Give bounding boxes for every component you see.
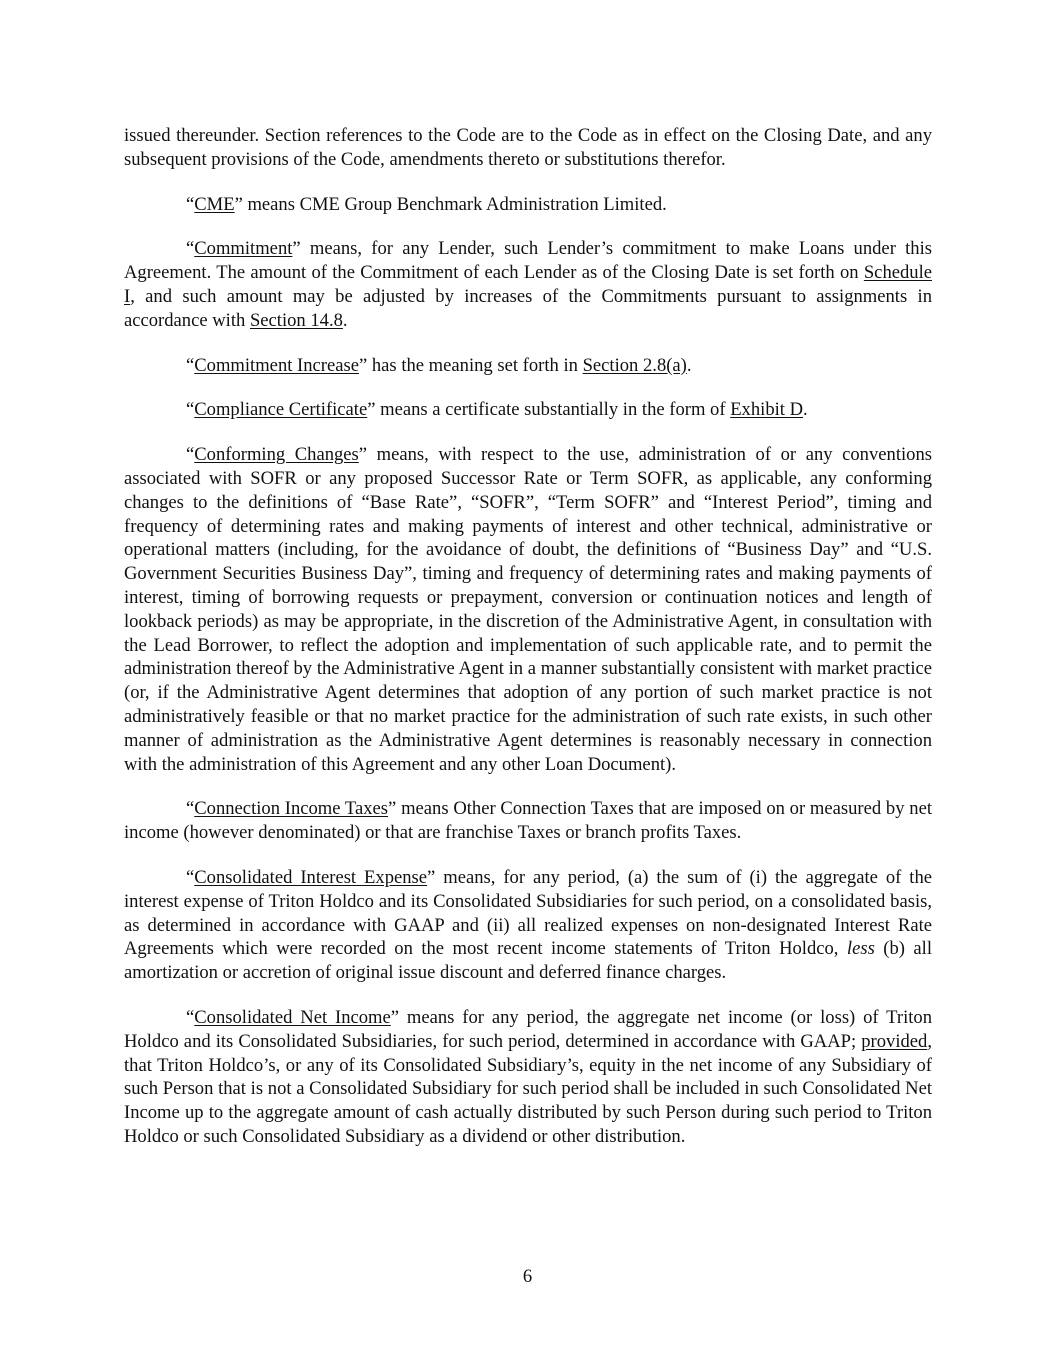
definition-text: ” means, for any period, (a) the sum of (i) the aggregate of the interest expense of Triton Holdco and its Consolidated Subsidiaries for such period, on a consolidated basis, as determined in accordance with GAAP and (ii) all realized expenses on non-designated Interest Rate Agreements which were recorded on the most recent income statements of Triton Holdco, [124, 866, 932, 960]
defined-term-consolidated-interest-expense: Consolidated Interest Expense [194, 866, 428, 888]
open-quote: “ [186, 444, 195, 466]
definition-compliance-certificate [124, 398, 932, 422]
definition-conforming-changes [124, 443, 932, 776]
underlined-provided: provided [861, 1030, 928, 1052]
page-number: 6 [522, 1266, 533, 1287]
definition-text: , and such amount may be adjusted by increases of the Commitments pursuant to assignments in accordance with [124, 285, 932, 331]
open-quote: “ [186, 866, 195, 888]
defined-term-consolidated-net-income: Consolidated Net Income [194, 1006, 391, 1028]
definition-text: ” means a certificate substantially in the form of [367, 399, 731, 421]
defined-term-commitment: Commitment [194, 238, 293, 260]
defined-term-compliance-certificate: Compliance Certificate [194, 399, 368, 421]
definition-connection-income-taxes [124, 797, 932, 845]
cross-reference-section-2-8a: Section 2.8(a) [582, 354, 687, 376]
definition-text: (b) all amortization or accretion of original issue discount and deferred finance charges. [124, 938, 933, 984]
definition-consolidated-net-income [124, 1006, 932, 1149]
open-quote: “ [186, 1006, 195, 1028]
italic-less: less [846, 938, 875, 960]
definition-text: ” means, with respect to the use, administration of or any conventions associated with SOFR or any proposed Successor Rate or Term SOFR, as applicable, any conforming changes to the definitions of “Base Rate”, “SOFR”, “Term SOFR” and “Interest Period”, timing and frequency of determining rates and making payments of interest and other technical, administrative or operational matters (including, for the avoidance of doubt, the definitions of “Business Day” and “U.S. Government Securities Business Day”, timing and frequency of determining rates and making payments of interest, timing of borrowing requests or prepayment, conversion or continuation notices and length of lookback periods) as may be appropriate, in the discretion of the Administrative Agent, in consultation with the Lead Borrower, to reflect the adoption and implementation of such applicable rate, and to permit the administration thereof by the Administrative Agent in a manner substantially consistent with market practice (or, if the Administrative Agent determines that adoption of any portion of such market practice is not administratively feasible or that no market practice for the administration of such rate exists, in such other manner of administration as the Administrative Agent determines is reasonably necessary in connection with the administration of this Agreement and any other Loan Document). [124, 444, 932, 775]
open-quote: “ [186, 798, 195, 820]
definition-text: . [686, 354, 692, 376]
definition-cme [124, 193, 932, 217]
definition-text: ” means for any period, the aggregate net income (or loss) of Triton Holdco and its Consolidated Subsidiaries, for such period, determined in accordance with GAAP; [124, 1006, 932, 1052]
defined-term-commitment-increase: Commitment Increase [194, 354, 359, 376]
definition-text: ” means CME Group Benchmark Administration Limited. [234, 193, 667, 215]
definition-text: , that Triton Holdco’s, or any of its Consolidated Subsidiary’s, equity in the net income of any Subsidiary of such Person that is not a Consolidated Subsidiary for such period shall be included in such Consolidated Net Income up to the aggregate amount of cash actually distributed by such Person during such period to Triton Holdco or such Consolidated Subsidiary as a dividend or other distribution. [124, 1030, 932, 1147]
open-quote: “ [186, 354, 195, 376]
defined-term-connection-income-taxes: Connection Income Taxes [194, 798, 389, 820]
definition-commitment [124, 237, 932, 332]
definition-text: ” has the meaning set forth in [358, 354, 583, 376]
cross-reference-exhibit-d: Exhibit D [730, 399, 804, 421]
definition-text: ” means Other Connection Taxes that are imposed on or measured by net income (however denominated) or that are franchise Taxes or branch profits Taxes. [124, 798, 933, 844]
open-quote: “ [186, 238, 195, 260]
definition-text: . [342, 309, 348, 331]
cross-reference-schedule-i: Schedule I [124, 262, 932, 307]
document-page [124, 124, 932, 1170]
defined-term-cme: CME [194, 193, 235, 215]
paragraph-code-continuation: issued thereunder. Section references to the Code are to the Code as in effect on the Closing Date, and any subsequent provisions of the Code, amendments thereto or substitutions therefor. [124, 125, 932, 170]
definition-text: ” means, for any Lender, such Lender’s commitment to make Loans under this Agreement. The amount of the Commitment of each Lender as of the Closing Date is set forth on [124, 238, 932, 284]
cross-reference-section-14-8: Section 14.8 [249, 309, 343, 331]
definition-text: . [803, 399, 808, 421]
definition-commitment-increase [124, 354, 932, 378]
definition-consolidated-interest-expense [124, 866, 932, 985]
open-quote: “ [186, 193, 195, 215]
open-quote: “ [186, 399, 195, 421]
defined-term-conforming-changes: Conforming Changes [194, 444, 359, 466]
